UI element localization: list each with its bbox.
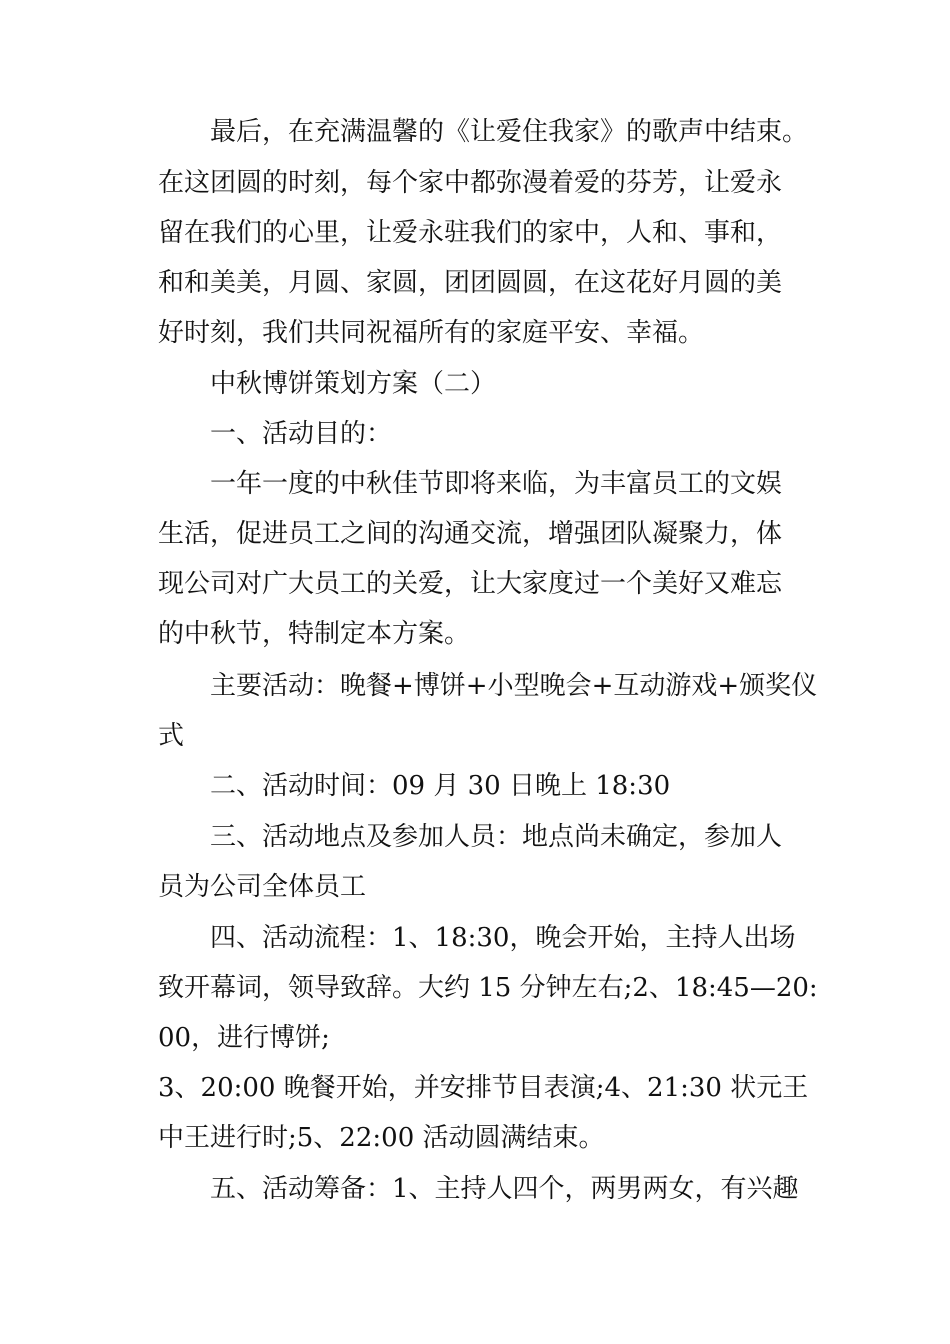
paragraph-line: 一年一度的中秋佳节即将来临，为丰富员工的文娱 bbox=[210, 469, 783, 499]
paragraph-line: 最后，在充满温馨的《让爱住我家》的歌声中结束。 bbox=[210, 117, 809, 147]
paragraph-line: 主要活动：晚餐+博饼+小型晚会+互动游戏+颁奖仪 bbox=[210, 671, 818, 701]
paragraph-line: 好时刻，我们共同祝福所有的家庭平安、幸福。 bbox=[158, 318, 705, 348]
section-title: 中秋博饼策划方案（二） bbox=[210, 369, 497, 399]
paragraph-line: 在这团圆的时刻，每个家中都弥漫着爱的芬芳，让爱永 bbox=[158, 168, 783, 198]
paragraph-line: 现公司对广大员工的关爱，让大家度过一个美好又难忘 bbox=[158, 569, 783, 599]
section-heading: 五、活动筹备：1、主持人四个，两男两女，有兴趣 bbox=[210, 1174, 799, 1204]
paragraph-line: 和和美美，月圆、家圆，团团圆圆，在这花好月圆的美 bbox=[158, 268, 783, 298]
paragraph-line: 的中秋节，特制定本方案。 bbox=[158, 619, 471, 649]
section-heading: 三、活动地点及参加人员：地点尚未确定，参加人 bbox=[210, 822, 783, 852]
paragraph-line: 留在我们的心里，让爱永驻我们的家中，人和、事和， bbox=[158, 218, 783, 248]
paragraph-line: 中王进行时;5、22:00 活动圆满结束。 bbox=[158, 1123, 605, 1153]
paragraph-line: 式 bbox=[158, 721, 185, 751]
paragraph-line: 员为公司全体员工 bbox=[158, 872, 367, 902]
section-heading: 四、活动流程：1、18:30，晚会开始，主持人出场 bbox=[210, 923, 796, 953]
section-heading: 二、活动时间：09 月 30 日晚上 18:30 bbox=[210, 771, 671, 801]
paragraph-line: 致开幕词，领导致辞。大约 15 分钟左右;2、18:45—20: bbox=[158, 973, 818, 1003]
section-heading: 一、活动目的： bbox=[210, 419, 393, 449]
paragraph-line: 3、20:00 晚餐开始，并安排节目表演;4、21:30 状元王 bbox=[158, 1073, 809, 1103]
paragraph-line: 生活，促进员工之间的沟通交流，增强团队凝聚力，体 bbox=[158, 519, 783, 549]
paragraph-line: 00，进行博饼; bbox=[158, 1023, 330, 1053]
